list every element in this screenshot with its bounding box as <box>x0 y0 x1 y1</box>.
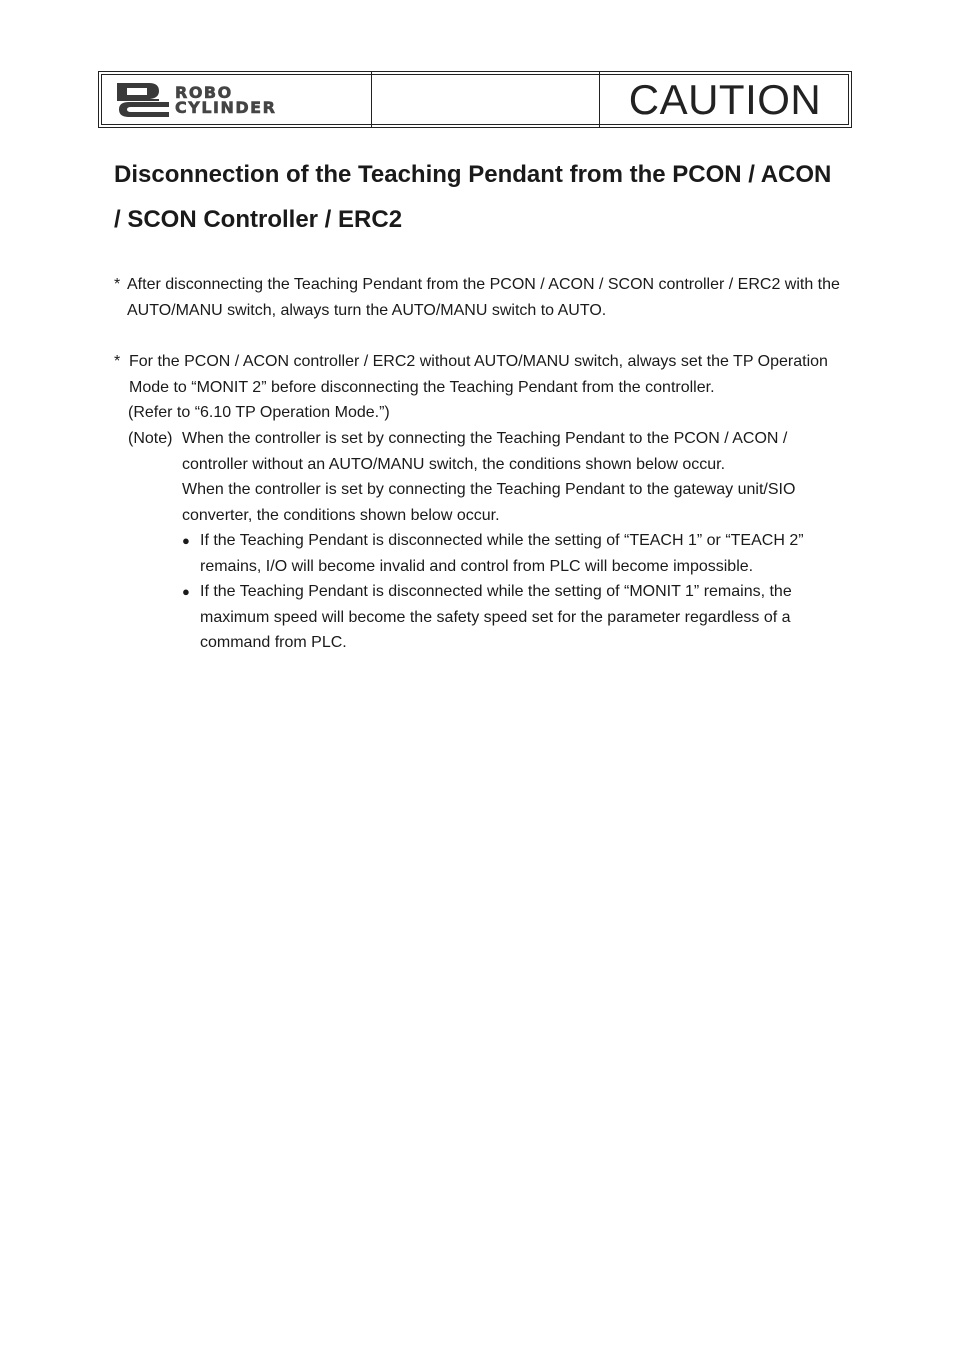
note-line: When the controller is set by connecting the Teaching Pendant to the gateway unit/SIO converter, the conditions shown below occur. <box>182 481 796 524</box>
logo-word-robo: ROBO <box>175 83 233 102</box>
rc-logo-icon <box>115 82 171 118</box>
note-line: When the controller is set by connecting the Teaching Pendant to the PCON / ACON / controller without an AUTO/MANU switch, the conditions shown below occur. <box>182 430 788 473</box>
bullet-icon: ● <box>182 584 190 599</box>
list-item <box>182 579 822 656</box>
caution-item-text: For the PCON / ACON controller / ERC2 without AUTO/MANU switch, always set the TP Operation Mode to “MONIT 2” before disconnecting the Teaching Pendant from the controller. <box>129 353 828 396</box>
note-label: (Note) <box>128 430 173 447</box>
note-body <box>182 426 822 528</box>
reference-note: (Refer to “6.10 TP Operation Mode.”) <box>128 404 390 421</box>
condition-list <box>182 528 822 656</box>
caution-item-1 <box>114 272 854 323</box>
caution-cell <box>599 72 851 127</box>
asterisk-marker: * <box>114 276 121 293</box>
list-item <box>182 528 822 579</box>
caution-item-2 <box>114 349 854 400</box>
bullet-icon: ● <box>182 533 190 548</box>
caution-label: CAUTION <box>628 75 822 123</box>
caution-item-text: After disconnecting the Teaching Pendant from the PCON / ACON / SCON controller / ERC2 with the AUTO/MANU switch, always turn the AUTO/MANU switch to AUTO. <box>127 276 840 319</box>
logo-cell <box>99 72 372 127</box>
logo-word-cylinder: CYLINDER <box>175 98 277 117</box>
robo-cylinder-logo <box>115 82 276 118</box>
list-item-text: If the Teaching Pendant is disconnected while the setting of “TEACH 1” or “TEACH 2” remains, I/O will become invalid and control from PLC will become impossible. <box>200 532 804 575</box>
page-title: Disconnection of the Teaching Pendant from the PCON / ACON / SCON Controller / ERC2 <box>114 161 832 233</box>
page-header <box>98 71 852 128</box>
header-blank-cell <box>371 72 600 127</box>
asterisk-marker: * <box>114 353 121 370</box>
list-item-text: If the Teaching Pendant is disconnected while the setting of “MONIT 1” remains, the maximum speed will become the safety speed set for the parameter regardless of a command from PLC. <box>200 583 792 651</box>
